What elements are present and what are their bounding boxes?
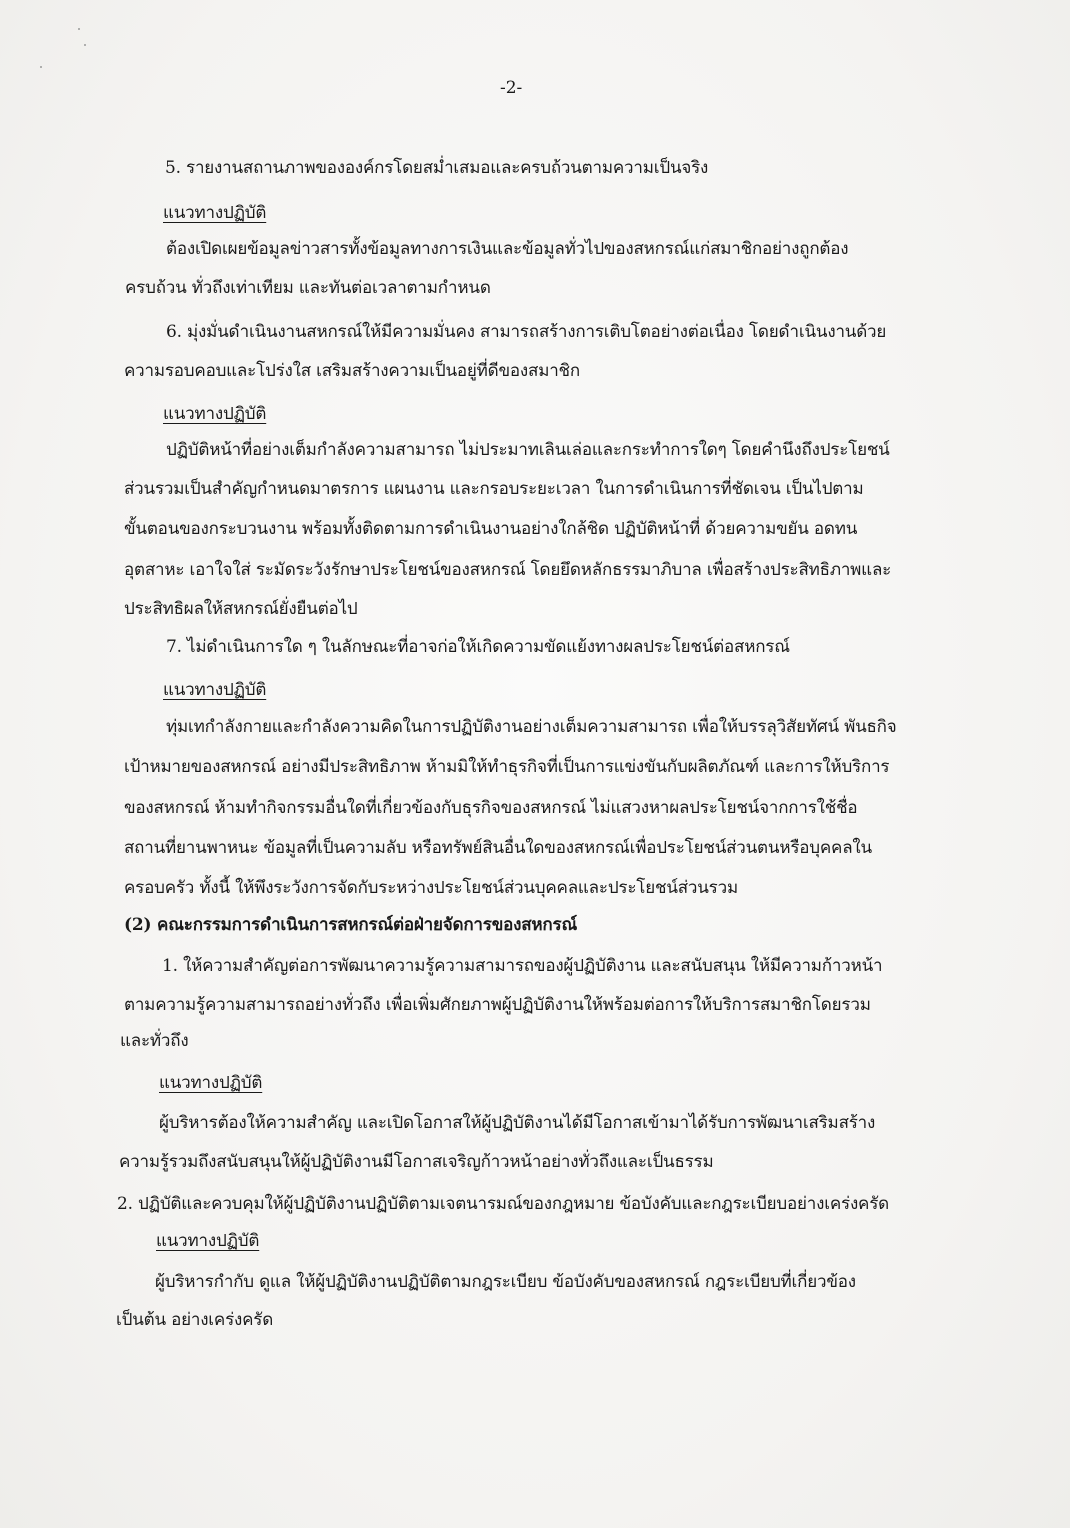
paragraph-line: ของสหกรณ์ ห้ามทำกิจกรรมอื่นใดที่เกี่ยวข้องกับธุรกิจของสหกรณ์ ไม่แสวงหาผลประโยชน์จากการใช้ชื่อ — [124, 798, 858, 818]
paragraph-line: ทุ่มเทกำลังกายและกำลังความคิดในการปฏิบัติงานอย่างเต็มความสามารถ เพื่อให้บรรลุวิสัยทัศน์ พันธกิจ — [166, 717, 897, 737]
scan-speck — [78, 28, 80, 30]
paragraph-line: ขั้นตอนของกระบวนงาน พร้อมทั้งติดตามการดำเนินงานอย่างใกล้ชิด ปฏิบัติหน้าที่ ด้วยความขยัน อดทน — [124, 519, 858, 539]
scan-speck — [84, 44, 86, 46]
page-number: -2- — [500, 78, 523, 98]
section-2-heading: (2) คณะกรรมการดำเนินการสหกรณ์ต่อฝ่ายจัดการของสหกรณ์ — [124, 915, 578, 935]
paragraph-line: ผู้บริหารกำกับ ดูแล ให้ผู้ปฏิบัติงานปฏิบัติตามกฎระเบียบ ข้อบังคับของสหกรณ์ กฎระเบียบที่เกี่ยวข้อง — [155, 1272, 856, 1292]
guideline-heading: แนวทางปฏิบัติ — [163, 404, 267, 424]
paragraph-line: สถานที่ยานพาหนะ ข้อมูลที่เป็นความลับ หรือทรัพย์สินอื่นใดของสหกรณ์เพื่อประโยชน์ส่วนตนหรือบุคคลใน — [124, 838, 872, 858]
item-6-heading-cont: ความรอบคอบและโปร่งใส เสริมสร้างความเป็นอยู่ที่ดีของสมาชิก — [124, 361, 580, 381]
item-7-heading: 7. ไม่ดำเนินการใด ๆ ในลักษณะที่อาจก่อให้เกิดความขัดแย้งทางผลประโยชน์ต่อสหกรณ์ — [166, 637, 790, 657]
item-1-heading-cont: ตามความรู้ความสามารถอย่างทั่วถึง เพื่อเพิ่มศักยภาพผู้ปฏิบัติงานให้พร้อมต่อการให้บริการสมาชิกโดยรวม — [124, 995, 871, 1015]
item-5-heading: 5. รายงานสถานภาพขององค์กรโดยสม่ำเสมอและครบถ้วนตามความเป็นจริง — [165, 158, 709, 178]
paragraph-line: ประสิทธิผลให้สหกรณ์ยั่งยืนต่อไป — [124, 599, 358, 619]
paragraph-line: เป้าหมายของสหกรณ์ อย่างมีประสิทธิภาพ ห้ามมิให้ทำธุรกิจที่เป็นการแข่งขันกับผลิตภัณฑ์ และการให้บริการ — [124, 757, 890, 777]
paragraph-line: อุตสาหะ เอาใจใส่ ระมัดระวังรักษาประโยชน์ของสหกรณ์ โดยยึดหลักธรรมาภิบาล เพื่อสร้างประสิทธิภาพและ — [124, 560, 892, 580]
scan-speck — [40, 66, 42, 68]
paragraph-line: เป็นต้น อย่างเคร่งครัด — [116, 1310, 274, 1330]
guideline-heading: แนวทางปฏิบัติ — [156, 1231, 260, 1251]
guideline-heading: แนวทางปฏิบัติ — [163, 680, 267, 700]
paragraph-line: ความรู้รวมถึงสนับสนุนให้ผู้ปฏิบัติงานมีโอกาสเจริญก้าวหน้าอย่างทั่วถึงและเป็นธรรม — [119, 1152, 714, 1172]
item-6-heading: 6. มุ่งมั่นดำเนินงานสหกรณ์ให้มีความมั่นคง สามารถสร้างการเติบโตอย่างต่อเนื่อง โดยดำเนินงานด้วย — [166, 322, 887, 342]
item-2-heading: 2. ปฏิบัติและควบคุมให้ผู้ปฏิบัติงานปฏิบัติตามเจตนารมณ์ของกฎหมาย ข้อบังคับและกฎระเบียบอย่างเคร่งครัด — [117, 1194, 889, 1214]
paragraph-line: ปฏิบัติหน้าที่อย่างเต็มกำลังความสามารถ ไม่ประมาทเลินเล่อและกระทำการใดๆ โดยคำนึงถึงประโยชน์ — [166, 440, 890, 460]
item-1-heading-cont: และทั่วถึง — [120, 1031, 189, 1051]
paragraph-line: ส่วนรวมเป็นสำคัญกำหนดมาตรการ แผนงาน และกรอบระยะเวลา ในการดำเนินการที่ชัดเจน เป็นไปตาม — [124, 479, 864, 499]
paragraph-line: ครอบครัว ทั้งนี้ ให้พึงระวังการจัดกับระหว่างประโยชน์ส่วนบุคคลและประโยชน์ส่วนรวม — [124, 878, 738, 898]
paragraph-line: ต้องเปิดเผยข้อมูลข่าวสารทั้งข้อมูลทางการเงินและข้อมูลทั่วไปของสหกรณ์แก่สมาชิกอย่างถูกต้อง — [166, 239, 849, 259]
guideline-heading: แนวทางปฏิบัติ — [163, 203, 267, 223]
item-1-heading: 1. ให้ความสำคัญต่อการพัฒนาความรู้ความสามารถของผู้ปฏิบัติงาน และสนับสนุน ให้มีความก้าวหน้า — [162, 956, 883, 976]
paragraph-line: ผู้บริหารต้องให้ความสำคัญ และเปิดโอกาสให้ผู้ปฏิบัติงานได้มีโอกาสเข้ามาได้รับการพัฒนาเสริมสร้าง — [159, 1113, 876, 1133]
paragraph-line: ครบถ้วน ทั่วถึงเท่าเทียม และทันต่อเวลาตามกำหนด — [125, 278, 491, 298]
guideline-heading: แนวทางปฏิบัติ — [159, 1073, 263, 1093]
